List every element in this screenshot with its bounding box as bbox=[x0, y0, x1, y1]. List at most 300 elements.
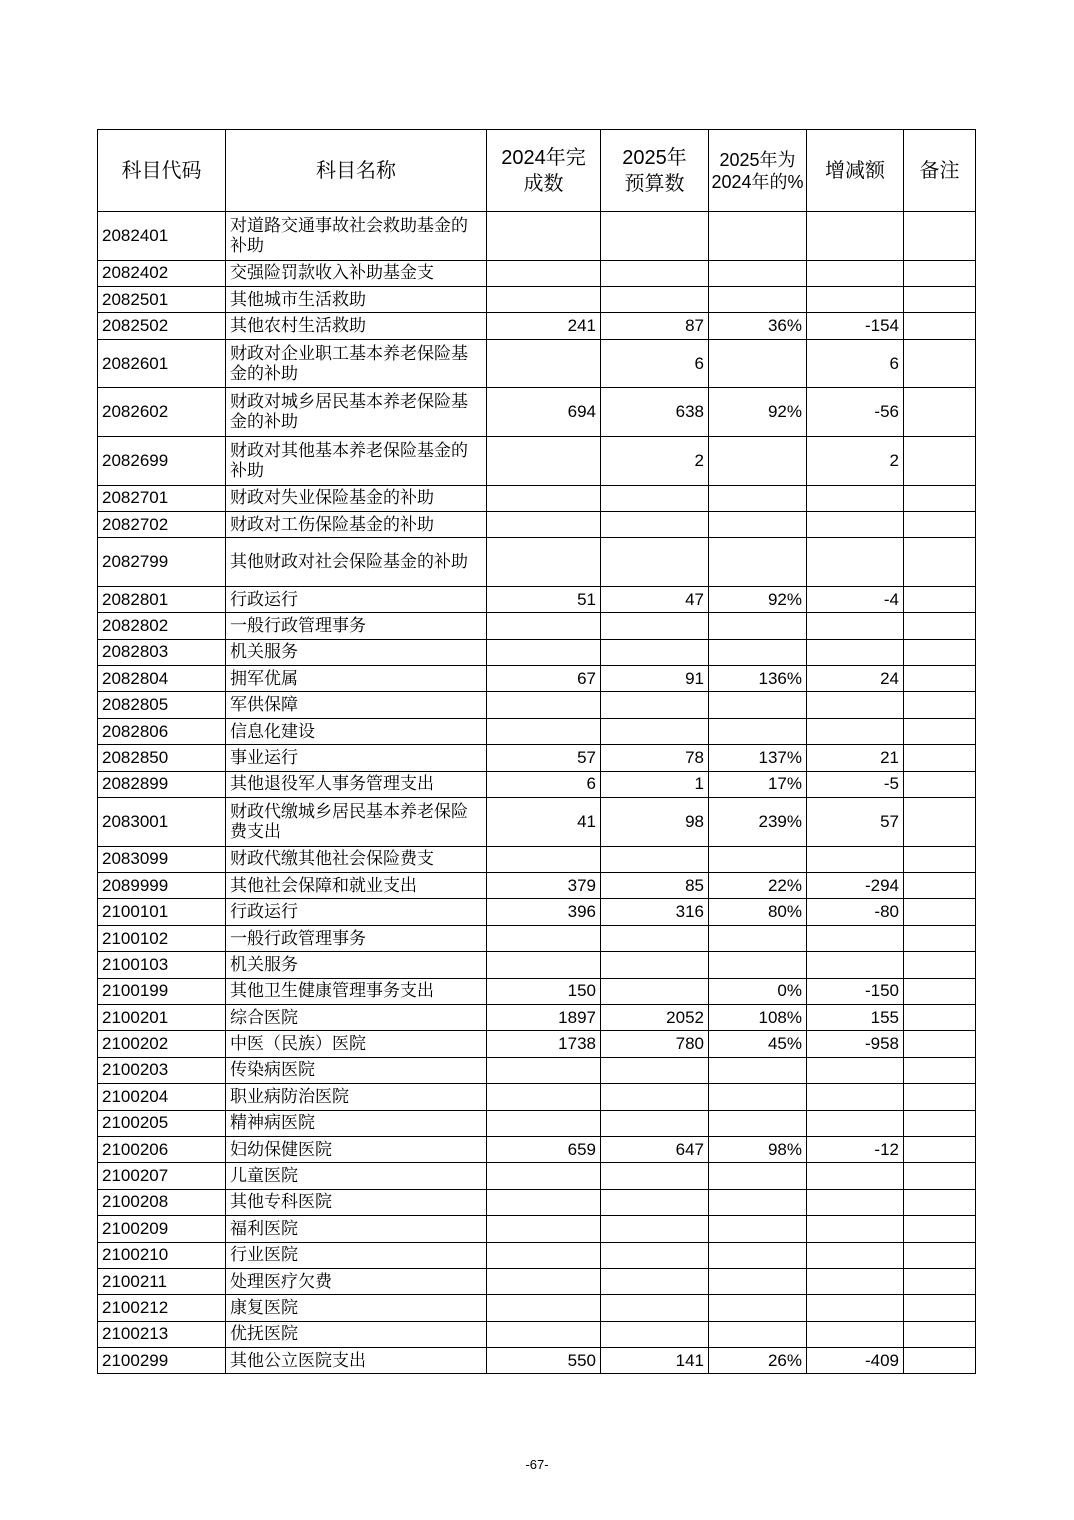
cell-actual-2024: 396 bbox=[487, 899, 601, 925]
cell-note bbox=[904, 485, 976, 511]
cell-note bbox=[904, 692, 976, 718]
cell-note bbox=[904, 1216, 976, 1242]
cell-name: 财政对失业保险基金的补助 bbox=[226, 485, 487, 511]
cell-actual-2024 bbox=[487, 1084, 601, 1110]
table-row bbox=[98, 1084, 976, 1110]
cell-ratio bbox=[709, 846, 807, 872]
cell-change bbox=[807, 1084, 904, 1110]
cell-name: 事业运行 bbox=[226, 745, 487, 771]
cell-code: 2100208 bbox=[98, 1189, 226, 1215]
cell-change bbox=[807, 613, 904, 639]
cell-actual-2024 bbox=[487, 1110, 601, 1136]
cell-actual-2024: 659 bbox=[487, 1136, 601, 1162]
table-row bbox=[98, 339, 976, 388]
cell-budget-2025: 638 bbox=[601, 388, 709, 437]
cell-ratio: 26% bbox=[709, 1348, 807, 1374]
cell-note bbox=[904, 313, 976, 339]
cell-name: 妇幼保健医院 bbox=[226, 1136, 487, 1162]
cell-ratio: 137% bbox=[709, 745, 807, 771]
cell-note bbox=[904, 1321, 976, 1347]
cell-code: 2100206 bbox=[98, 1136, 226, 1162]
cell-ratio: 239% bbox=[709, 798, 807, 847]
cell-name: 财政对城乡居民基本养老保险基金的补助 bbox=[226, 388, 487, 437]
cell-note bbox=[904, 260, 976, 286]
table-row bbox=[98, 260, 976, 286]
cell-note bbox=[904, 286, 976, 312]
cell-actual-2024 bbox=[487, 538, 601, 587]
header-ratio: 2025年为2024年的% bbox=[709, 130, 807, 212]
cell-note bbox=[904, 925, 976, 951]
table-row bbox=[98, 212, 976, 261]
cell-name: 机关服务 bbox=[226, 952, 487, 978]
cell-code: 2100211 bbox=[98, 1268, 226, 1294]
cell-code: 2100210 bbox=[98, 1242, 226, 1268]
cell-ratio: 92% bbox=[709, 586, 807, 612]
cell-change bbox=[807, 692, 904, 718]
cell-ratio: 98% bbox=[709, 1136, 807, 1162]
table-row bbox=[98, 511, 976, 537]
cell-budget-2025 bbox=[601, 1057, 709, 1083]
cell-actual-2024 bbox=[487, 925, 601, 951]
cell-note bbox=[904, 1348, 976, 1374]
cell-actual-2024: 67 bbox=[487, 666, 601, 692]
cell-ratio bbox=[709, 1084, 807, 1110]
header-budget-2025: 2025年预算数 bbox=[601, 130, 709, 212]
cell-name: 财政对其他基本养老保险基金的补助 bbox=[226, 436, 487, 485]
cell-name: 信息化建设 bbox=[226, 718, 487, 744]
cell-budget-2025 bbox=[601, 639, 709, 665]
cell-code: 2082899 bbox=[98, 771, 226, 797]
cell-budget-2025 bbox=[601, 613, 709, 639]
page-number: -67- bbox=[525, 1457, 549, 1472]
table-row bbox=[98, 1031, 976, 1057]
cell-actual-2024 bbox=[487, 692, 601, 718]
cell-code: 2100102 bbox=[98, 925, 226, 951]
table-row bbox=[98, 899, 976, 925]
cell-ratio bbox=[709, 1057, 807, 1083]
cell-budget-2025 bbox=[601, 260, 709, 286]
cell-actual-2024: 150 bbox=[487, 978, 601, 1004]
cell-budget-2025 bbox=[601, 511, 709, 537]
cell-name: 交强险罚款收入补助基金支 bbox=[226, 260, 487, 286]
cell-note bbox=[904, 1163, 976, 1189]
cell-change: 21 bbox=[807, 745, 904, 771]
cell-actual-2024: 694 bbox=[487, 388, 601, 437]
cell-budget-2025 bbox=[601, 1110, 709, 1136]
table-row bbox=[98, 666, 976, 692]
cell-name: 行政运行 bbox=[226, 899, 487, 925]
cell-actual-2024: 241 bbox=[487, 313, 601, 339]
cell-name: 财政对企业职工基本养老保险基金的补助 bbox=[226, 339, 487, 388]
cell-actual-2024: 550 bbox=[487, 1348, 601, 1374]
cell-ratio bbox=[709, 925, 807, 951]
cell-change bbox=[807, 952, 904, 978]
cell-change: -80 bbox=[807, 899, 904, 925]
cell-note bbox=[904, 1242, 976, 1268]
cell-code: 2100204 bbox=[98, 1084, 226, 1110]
cell-name: 职业病防治医院 bbox=[226, 1084, 487, 1110]
table-row bbox=[98, 846, 976, 872]
cell-name: 综合医院 bbox=[226, 1004, 487, 1030]
table-row bbox=[98, 1348, 976, 1374]
cell-name: 其他社会保障和就业支出 bbox=[226, 873, 487, 899]
cell-note bbox=[904, 538, 976, 587]
cell-code: 2082801 bbox=[98, 586, 226, 612]
cell-code: 2100101 bbox=[98, 899, 226, 925]
cell-code: 2100212 bbox=[98, 1295, 226, 1321]
table-row bbox=[98, 1110, 976, 1136]
cell-ratio: 17% bbox=[709, 771, 807, 797]
cell-change: -958 bbox=[807, 1031, 904, 1057]
cell-ratio bbox=[709, 639, 807, 665]
cell-budget-2025 bbox=[601, 925, 709, 951]
cell-note bbox=[904, 1084, 976, 1110]
cell-name: 拥军优属 bbox=[226, 666, 487, 692]
cell-budget-2025: 316 bbox=[601, 899, 709, 925]
cell-budget-2025: 647 bbox=[601, 1136, 709, 1162]
cell-note bbox=[904, 511, 976, 537]
cell-ratio bbox=[709, 511, 807, 537]
cell-actual-2024 bbox=[487, 1295, 601, 1321]
cell-name: 财政代缴城乡居民基本养老保险费支出 bbox=[226, 798, 487, 847]
cell-budget-2025 bbox=[601, 538, 709, 587]
cell-ratio bbox=[709, 286, 807, 312]
cell-actual-2024 bbox=[487, 952, 601, 978]
cell-name: 一般行政管理事务 bbox=[226, 925, 487, 951]
cell-actual-2024: 6 bbox=[487, 771, 601, 797]
cell-budget-2025: 2 bbox=[601, 436, 709, 485]
cell-name: 康复医院 bbox=[226, 1295, 487, 1321]
cell-code: 2083001 bbox=[98, 798, 226, 847]
cell-budget-2025: 91 bbox=[601, 666, 709, 692]
cell-actual-2024 bbox=[487, 212, 601, 261]
cell-actual-2024: 57 bbox=[487, 745, 601, 771]
table-row bbox=[98, 1136, 976, 1162]
cell-change: 24 bbox=[807, 666, 904, 692]
cell-budget-2025: 87 bbox=[601, 313, 709, 339]
table-row bbox=[98, 1004, 976, 1030]
cell-name: 其他退役军人事务管理支出 bbox=[226, 771, 487, 797]
cell-code: 2100213 bbox=[98, 1321, 226, 1347]
cell-note bbox=[904, 666, 976, 692]
cell-note bbox=[904, 388, 976, 437]
table-row bbox=[98, 1295, 976, 1321]
cell-actual-2024: 379 bbox=[487, 873, 601, 899]
cell-ratio bbox=[709, 952, 807, 978]
cell-name: 一般行政管理事务 bbox=[226, 613, 487, 639]
cell-code: 2100199 bbox=[98, 978, 226, 1004]
cell-actual-2024 bbox=[487, 1242, 601, 1268]
cell-actual-2024 bbox=[487, 1057, 601, 1083]
cell-actual-2024 bbox=[487, 511, 601, 537]
cell-note bbox=[904, 1004, 976, 1030]
cell-name: 军供保障 bbox=[226, 692, 487, 718]
table-row bbox=[98, 1242, 976, 1268]
cell-ratio bbox=[709, 538, 807, 587]
cell-note bbox=[904, 899, 976, 925]
table-row bbox=[98, 613, 976, 639]
cell-note bbox=[904, 1268, 976, 1294]
cell-actual-2024 bbox=[487, 436, 601, 485]
cell-change bbox=[807, 511, 904, 537]
cell-code: 2082806 bbox=[98, 718, 226, 744]
cell-budget-2025 bbox=[601, 286, 709, 312]
table-row bbox=[98, 538, 976, 587]
cell-ratio: 92% bbox=[709, 388, 807, 437]
cell-code: 2100202 bbox=[98, 1031, 226, 1057]
table-row bbox=[98, 952, 976, 978]
cell-name: 行政运行 bbox=[226, 586, 487, 612]
cell-change bbox=[807, 1216, 904, 1242]
cell-change bbox=[807, 260, 904, 286]
cell-actual-2024 bbox=[487, 846, 601, 872]
cell-note bbox=[904, 339, 976, 388]
cell-note bbox=[904, 771, 976, 797]
cell-name: 优抚医院 bbox=[226, 1321, 487, 1347]
table-row bbox=[98, 1321, 976, 1347]
cell-change bbox=[807, 485, 904, 511]
cell-actual-2024 bbox=[487, 1321, 601, 1347]
cell-code: 2082501 bbox=[98, 286, 226, 312]
cell-note bbox=[904, 1110, 976, 1136]
cell-budget-2025 bbox=[601, 1163, 709, 1189]
cell-actual-2024 bbox=[487, 718, 601, 744]
cell-change bbox=[807, 1295, 904, 1321]
cell-budget-2025 bbox=[601, 952, 709, 978]
cell-code: 2089999 bbox=[98, 873, 226, 899]
table-row bbox=[98, 1216, 976, 1242]
cell-note bbox=[904, 1057, 976, 1083]
cell-budget-2025 bbox=[601, 1295, 709, 1321]
cell-budget-2025 bbox=[601, 692, 709, 718]
table-row bbox=[98, 586, 976, 612]
cell-ratio bbox=[709, 613, 807, 639]
cell-change bbox=[807, 925, 904, 951]
cell-code: 2082702 bbox=[98, 511, 226, 537]
cell-budget-2025 bbox=[601, 212, 709, 261]
budget-table bbox=[97, 129, 976, 1374]
cell-code: 2082602 bbox=[98, 388, 226, 437]
cell-ratio bbox=[709, 1189, 807, 1215]
cell-name: 对道路交通事故社会救助基金的补助 bbox=[226, 212, 487, 261]
cell-change bbox=[807, 639, 904, 665]
cell-name: 其他专科医院 bbox=[226, 1189, 487, 1215]
cell-change bbox=[807, 212, 904, 261]
cell-code: 2082601 bbox=[98, 339, 226, 388]
cell-ratio bbox=[709, 1268, 807, 1294]
cell-ratio bbox=[709, 1242, 807, 1268]
cell-ratio bbox=[709, 436, 807, 485]
cell-code: 2100203 bbox=[98, 1057, 226, 1083]
cell-ratio bbox=[709, 1163, 807, 1189]
cell-budget-2025 bbox=[601, 718, 709, 744]
table-header bbox=[98, 130, 976, 212]
header-code: 科目代码 bbox=[98, 130, 226, 212]
cell-change: -154 bbox=[807, 313, 904, 339]
cell-change bbox=[807, 538, 904, 587]
cell-name: 福利医院 bbox=[226, 1216, 487, 1242]
cell-code: 2100207 bbox=[98, 1163, 226, 1189]
cell-ratio bbox=[709, 1295, 807, 1321]
cell-ratio: 36% bbox=[709, 313, 807, 339]
table-row bbox=[98, 1189, 976, 1215]
header-row bbox=[98, 130, 976, 212]
cell-note bbox=[904, 952, 976, 978]
cell-code: 2082502 bbox=[98, 313, 226, 339]
cell-change: 6 bbox=[807, 339, 904, 388]
cell-change bbox=[807, 1268, 904, 1294]
cell-code: 2082803 bbox=[98, 639, 226, 665]
cell-note bbox=[904, 1189, 976, 1215]
cell-actual-2024: 1738 bbox=[487, 1031, 601, 1057]
cell-budget-2025: 47 bbox=[601, 586, 709, 612]
cell-change: 2 bbox=[807, 436, 904, 485]
cell-name: 其他城市生活救助 bbox=[226, 286, 487, 312]
cell-code: 2082699 bbox=[98, 436, 226, 485]
table-row bbox=[98, 286, 976, 312]
cell-budget-2025 bbox=[601, 1268, 709, 1294]
cell-budget-2025 bbox=[601, 1189, 709, 1215]
cell-budget-2025 bbox=[601, 1084, 709, 1110]
cell-name: 其他财政对社会保险基金的补助 bbox=[226, 538, 487, 587]
cell-change: -150 bbox=[807, 978, 904, 1004]
cell-actual-2024 bbox=[487, 286, 601, 312]
cell-note bbox=[904, 436, 976, 485]
cell-budget-2025: 78 bbox=[601, 745, 709, 771]
cell-budget-2025 bbox=[601, 846, 709, 872]
cell-actual-2024: 1897 bbox=[487, 1004, 601, 1030]
cell-name: 其他农村生活救助 bbox=[226, 313, 487, 339]
header-actual-2024: 2024年完成数 bbox=[487, 130, 601, 212]
cell-name: 处理医疗欠费 bbox=[226, 1268, 487, 1294]
cell-ratio: 108% bbox=[709, 1004, 807, 1030]
cell-change bbox=[807, 1242, 904, 1268]
cell-budget-2025: 85 bbox=[601, 873, 709, 899]
cell-name: 其他卫生健康管理事务支出 bbox=[226, 978, 487, 1004]
cell-note bbox=[904, 1031, 976, 1057]
cell-note bbox=[904, 1136, 976, 1162]
table-row bbox=[98, 436, 976, 485]
cell-code: 2082804 bbox=[98, 666, 226, 692]
table-row bbox=[98, 771, 976, 797]
cell-code: 2082402 bbox=[98, 260, 226, 286]
cell-ratio: 136% bbox=[709, 666, 807, 692]
cell-name: 精神病医院 bbox=[226, 1110, 487, 1136]
cell-code: 2082850 bbox=[98, 745, 226, 771]
table-row bbox=[98, 485, 976, 511]
cell-actual-2024 bbox=[487, 613, 601, 639]
cell-code: 2082799 bbox=[98, 538, 226, 587]
cell-change bbox=[807, 1189, 904, 1215]
cell-budget-2025: 98 bbox=[601, 798, 709, 847]
table-row bbox=[98, 388, 976, 437]
cell-code: 2083099 bbox=[98, 846, 226, 872]
cell-ratio bbox=[709, 339, 807, 388]
cell-note bbox=[904, 846, 976, 872]
cell-budget-2025 bbox=[601, 1216, 709, 1242]
header-note: 备注 bbox=[904, 130, 976, 212]
cell-change: -4 bbox=[807, 586, 904, 612]
cell-note bbox=[904, 745, 976, 771]
cell-ratio: 22% bbox=[709, 873, 807, 899]
cell-change bbox=[807, 718, 904, 744]
cell-name: 机关服务 bbox=[226, 639, 487, 665]
cell-budget-2025: 780 bbox=[601, 1031, 709, 1057]
cell-ratio bbox=[709, 1321, 807, 1347]
cell-change: -12 bbox=[807, 1136, 904, 1162]
table-row bbox=[98, 798, 976, 847]
cell-ratio bbox=[709, 212, 807, 261]
cell-actual-2024 bbox=[487, 1268, 601, 1294]
cell-change bbox=[807, 1110, 904, 1136]
cell-note bbox=[904, 978, 976, 1004]
cell-code: 2100299 bbox=[98, 1348, 226, 1374]
cell-change bbox=[807, 1163, 904, 1189]
cell-budget-2025: 141 bbox=[601, 1348, 709, 1374]
cell-ratio: 45% bbox=[709, 1031, 807, 1057]
cell-code: 2100209 bbox=[98, 1216, 226, 1242]
cell-ratio bbox=[709, 1216, 807, 1242]
table-row bbox=[98, 1268, 976, 1294]
table-body bbox=[98, 212, 976, 1374]
cell-budget-2025 bbox=[601, 485, 709, 511]
cell-note bbox=[904, 873, 976, 899]
cell-note bbox=[904, 212, 976, 261]
cell-name: 行业医院 bbox=[226, 1242, 487, 1268]
cell-change bbox=[807, 1057, 904, 1083]
cell-actual-2024: 41 bbox=[487, 798, 601, 847]
cell-ratio bbox=[709, 485, 807, 511]
cell-actual-2024 bbox=[487, 485, 601, 511]
cell-code: 2082805 bbox=[98, 692, 226, 718]
table-row bbox=[98, 313, 976, 339]
cell-actual-2024 bbox=[487, 639, 601, 665]
table-row bbox=[98, 718, 976, 744]
cell-ratio: 0% bbox=[709, 978, 807, 1004]
cell-name: 其他公立医院支出 bbox=[226, 1348, 487, 1374]
table-row bbox=[98, 745, 976, 771]
cell-change bbox=[807, 846, 904, 872]
table-row bbox=[98, 978, 976, 1004]
cell-budget-2025: 1 bbox=[601, 771, 709, 797]
cell-note bbox=[904, 718, 976, 744]
cell-actual-2024: 51 bbox=[487, 586, 601, 612]
cell-code: 2100201 bbox=[98, 1004, 226, 1030]
cell-code: 2082401 bbox=[98, 212, 226, 261]
cell-ratio bbox=[709, 1110, 807, 1136]
cell-code: 2082802 bbox=[98, 613, 226, 639]
cell-actual-2024 bbox=[487, 1189, 601, 1215]
cell-budget-2025 bbox=[601, 1242, 709, 1268]
cell-budget-2025 bbox=[601, 1321, 709, 1347]
cell-change: -56 bbox=[807, 388, 904, 437]
cell-change: -5 bbox=[807, 771, 904, 797]
cell-code: 2100103 bbox=[98, 952, 226, 978]
cell-ratio: 80% bbox=[709, 899, 807, 925]
cell-change bbox=[807, 1321, 904, 1347]
cell-actual-2024 bbox=[487, 1216, 601, 1242]
cell-note bbox=[904, 586, 976, 612]
cell-note bbox=[904, 798, 976, 847]
table-row bbox=[98, 873, 976, 899]
table-row bbox=[98, 692, 976, 718]
table-row bbox=[98, 639, 976, 665]
table-row bbox=[98, 925, 976, 951]
cell-name: 传染病医院 bbox=[226, 1057, 487, 1083]
cell-name: 儿童医院 bbox=[226, 1163, 487, 1189]
cell-name: 财政代缴其他社会保险费支 bbox=[226, 846, 487, 872]
cell-actual-2024 bbox=[487, 1163, 601, 1189]
